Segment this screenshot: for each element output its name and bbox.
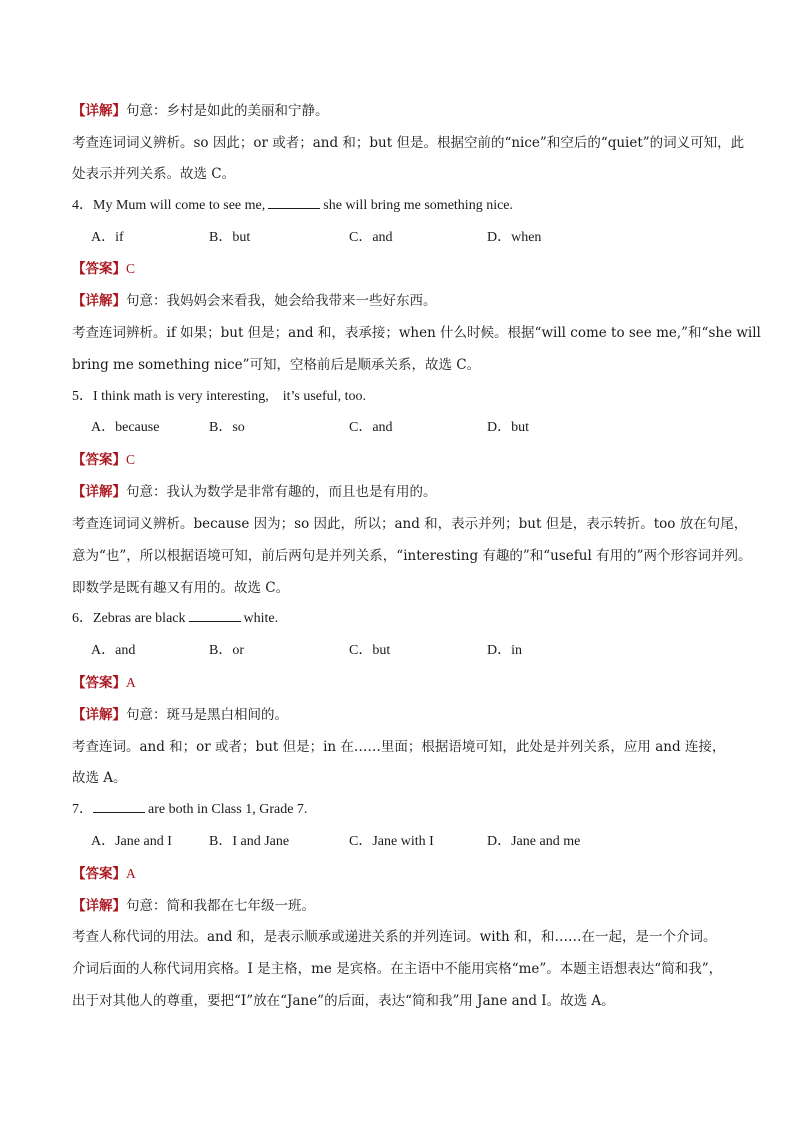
q5-option-c: C．and — [349, 420, 393, 435]
q7-analysis-line-2: 介词后面的人称代词用宾格。I 是主格，me 是宾格。在主语中不能用宾格“me”。本题主语想表达“简和我”， — [72, 961, 723, 977]
q4-blank — [268, 196, 320, 209]
q3-explain-line — [72, 101, 732, 121]
q5-analysis-line-3: 即数学是既有趣又有用的。故选 C。 — [72, 580, 290, 596]
q4-analysis-line-1: 考查连词辨析。if 如果；but 但是；and 和，表承接；when 什么时候。根据“will come to see me,”和“she will — [72, 325, 761, 341]
q7-answer: A — [126, 866, 136, 881]
q3-analysis-line-2: 处表示并列关系。故选 C。 — [72, 166, 236, 182]
q7-answer-line — [72, 864, 732, 884]
q7-explain-line — [72, 896, 732, 916]
q6-number: 6． — [72, 611, 93, 626]
q6-option-a: A．and — [91, 643, 136, 658]
q6-option-c: C．but — [349, 643, 391, 658]
q5-number: 5． — [72, 389, 93, 404]
q4-option-a: A．if — [91, 230, 124, 245]
answer-label: 【答案】 — [72, 452, 126, 468]
q5-option-d: D．but — [487, 420, 529, 435]
q6-answer-line — [72, 673, 732, 693]
q5-answer: C — [126, 452, 136, 467]
q4-stem-part-b: she will bring me something nice. — [323, 198, 514, 213]
q6-option-b: B．or — [209, 643, 244, 658]
q4-answer: C — [126, 261, 136, 276]
answer-label: 【答案】 — [72, 261, 126, 277]
q7-blank — [93, 800, 145, 813]
q6-analysis-line-2: 故选 A。 — [72, 770, 127, 786]
q4-number: 4． — [72, 198, 93, 213]
q5-analysis-line-1: 考查连词词义辨析。because 因为；so 因此，所以；and 和，表示并列；but 但是，表示转折。too 放在句尾， — [72, 516, 748, 532]
q7-option-b: B．I and Jane — [209, 834, 290, 849]
q6-stem-part-b: white. — [243, 611, 279, 626]
q5-explain-line — [72, 482, 732, 502]
q7-explain-text: 句意：简和我都在七年级一班。 — [126, 898, 315, 914]
q7-stem-part-b: are both in Class 1, Grade 7. — [148, 802, 308, 817]
explain-label: 【详解】 — [72, 103, 126, 119]
q7-number: 7． — [72, 802, 93, 817]
q5-answer-line — [72, 450, 732, 470]
q4-option-d: D．when — [487, 230, 542, 245]
answer-label: 【答案】 — [72, 866, 126, 882]
q5-analysis-line-2: 意为“也”，所以根据语境可知，前后两句是并列关系，“interesting 有趣的”和“useful 有用的”两个形容词并列。 — [72, 548, 752, 564]
explain-label: 【详解】 — [72, 293, 126, 309]
q4-analysis-line-2: bring me something nice”可知，空格前后是顺承关系，故选 C。 — [72, 357, 481, 373]
q6-explain-line — [72, 705, 732, 725]
q3-analysis-line-1: 考查连词词义辨析。so 因此；or 或者；and 和；but 但是。根据空前的“nice”和空后的“quiet”的词义可知，此 — [72, 135, 745, 151]
q6-explain-text: 句意：斑马是黑白相间的。 — [126, 707, 288, 723]
q4-stem-part-a: My Mum will come to see me, — [93, 198, 266, 213]
q6-option-d: D．in — [487, 643, 522, 658]
q5-option-a: A．because — [91, 420, 160, 435]
q7-stem — [72, 800, 732, 820]
q7-analysis-line-3: 出于对其他人的尊重，要把“I”放在“Jane”的后面，表达“简和我”用 Jane and I。故选 A。 — [72, 993, 615, 1009]
q6-answer: A — [126, 675, 136, 690]
q4-stem — [72, 196, 732, 216]
q6-blank — [189, 609, 241, 622]
q4-answer-line — [72, 259, 732, 279]
q6-stem-part-a: Zebras are black — [93, 611, 186, 626]
q4-explain-line — [72, 291, 732, 311]
explain-label: 【详解】 — [72, 484, 126, 500]
q4-option-b: B．but — [209, 230, 251, 245]
q5-explain-text: 句意：我认为数学是非常有趣的，而且也是有用的。 — [126, 484, 437, 500]
q7-option-a: A．Jane and I — [91, 834, 172, 849]
explain-label: 【详解】 — [72, 898, 126, 914]
q6-analysis-line-1: 考查连词。and 和；or 或者；but 但是；in 在……里面；根据语境可知，此处是并列关系，应用 and 连接， — [72, 739, 726, 755]
q7-analysis-line-1: 考查人称代词的用法。and 和，是表示顺承或递进关系的并列连词。with 和，和……在一起，是一个介词。 — [72, 929, 717, 945]
explain-label: 【详解】 — [72, 707, 126, 723]
q3-explain-text: 句意：乡村是如此的美丽和宁静。 — [126, 103, 329, 119]
q5-stem — [72, 387, 732, 407]
q4-option-c: C．and — [349, 230, 393, 245]
answer-label: 【答案】 — [72, 675, 126, 691]
q6-stem — [72, 609, 732, 629]
q4-explain-text: 句意：我妈妈会来看我，她会给我带来一些好东西。 — [126, 293, 437, 309]
q7-option-d: D．Jane and me — [487, 834, 581, 849]
q7-option-c: C．Jane with I — [349, 834, 434, 849]
q5-stem-text: I think math is very interesting, it’s useful, too. — [93, 389, 366, 404]
q5-option-b: B．so — [209, 420, 245, 435]
